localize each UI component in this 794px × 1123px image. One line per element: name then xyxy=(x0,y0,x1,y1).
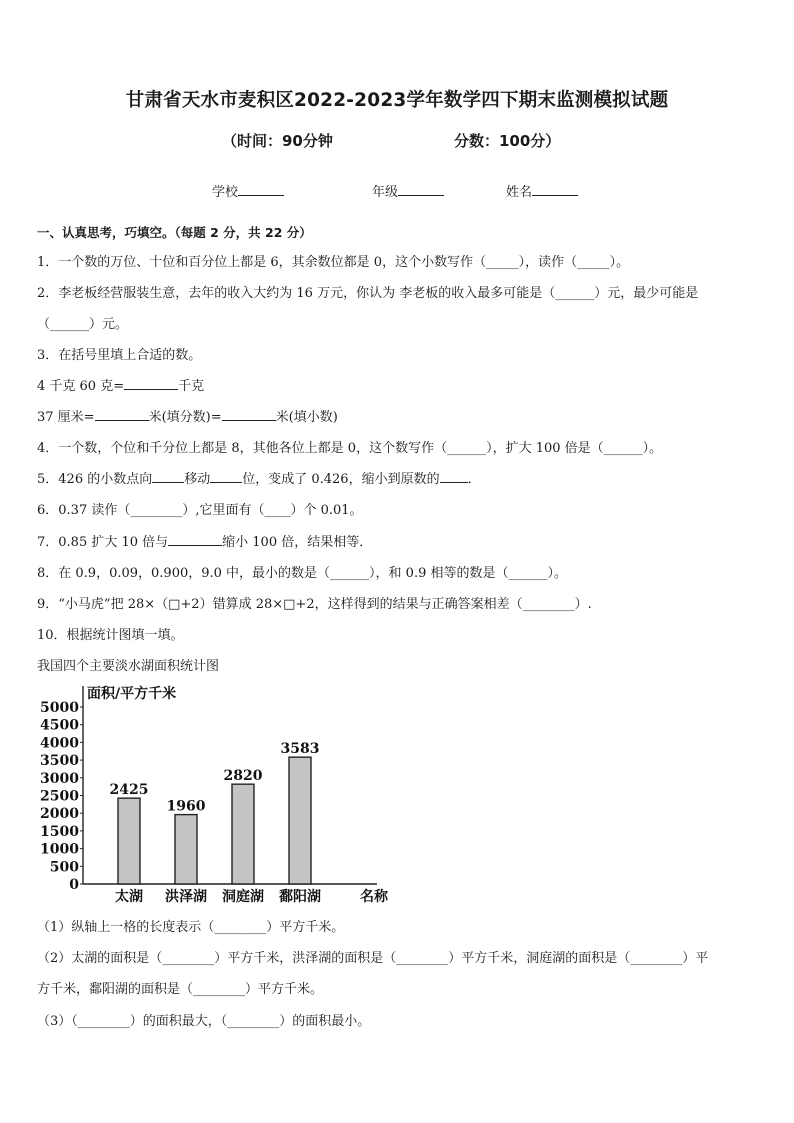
school-blank[interactable] xyxy=(238,183,284,196)
question-6: 6．0.37 读作（________）,它里面有（____）个 0.01。 xyxy=(37,503,363,518)
question-3a xyxy=(37,375,204,394)
x-tick-label: 太湖 xyxy=(115,889,143,905)
y-tick-label: 3000 xyxy=(40,770,79,787)
grade-blank[interactable] xyxy=(398,183,444,196)
x-tick-label: 鄱阳湖 xyxy=(279,889,321,905)
q5-text-a: 5．426 的小数点向 xyxy=(37,472,153,487)
question-7 xyxy=(37,531,372,550)
q3b-text: 37 厘米= xyxy=(37,410,95,425)
q7-blank[interactable] xyxy=(168,533,222,546)
y-tick-label: 5000 xyxy=(40,700,79,716)
x-tick-label: 洪泽湖 xyxy=(165,889,207,905)
y-tick-label: 2000 xyxy=(40,806,79,823)
q3a-blank[interactable] xyxy=(124,377,178,390)
name-label: 姓名 xyxy=(506,185,533,200)
q7-text-b: 缩小 100 倍，结果相等． xyxy=(222,535,373,550)
question-8: 8．在 0.9，0.09，0.900，9.0 中，最小的数是（______），和 0.9 相等的数是（______）。 xyxy=(37,566,567,581)
x-axis-label: 名称 xyxy=(360,889,388,905)
name-blank[interactable] xyxy=(532,183,578,196)
sub-question-3: （3）（________）的面积最大，（________）的面积最小。 xyxy=(37,1014,371,1029)
question-2-line2: （______）元。 xyxy=(37,317,129,332)
grade-label: 年级 xyxy=(372,185,399,200)
bar-value-label: 2820 xyxy=(223,768,263,785)
bar xyxy=(175,815,197,884)
q5-blank-3[interactable] xyxy=(440,470,468,483)
q5-text-c: 位，变成了 0.426，缩小到原数的 xyxy=(242,472,440,487)
y-tick-label: 2500 xyxy=(40,788,79,805)
q3b-blank-2[interactable] xyxy=(222,408,276,421)
time-label: （时间：90分钟 xyxy=(222,132,333,150)
grade-field xyxy=(372,181,444,200)
bar-value-label: 3583 xyxy=(280,741,320,758)
bar xyxy=(232,784,254,884)
y-tick-label: 1000 xyxy=(40,841,79,858)
bar-chart-svg xyxy=(37,682,397,910)
sub-question-1: （1）纵轴上一格的长度表示（________）平方千米。 xyxy=(37,920,345,935)
question-9: 9．“小马虎”把 28×（□+2）错算成 28×□+2，这样得到的结果与正确答案相差（________）. xyxy=(37,597,592,612)
question-4: 4．一个数，个位和千分位上都是 8，其他各位上都是 0，这个数写作（______），扩大 100 倍是（______）。 xyxy=(37,441,663,456)
q3a-text: 4 千克 60 克= xyxy=(37,379,125,394)
q7-text-a: 7．0.85 扩大 10 倍与 xyxy=(37,535,169,550)
y-tick-label: 4000 xyxy=(40,735,79,752)
q5-text-d: ． xyxy=(467,472,481,487)
question-2-line1: 2．李老板经营服装生意，去年的收入大约为 16 万元，你认为 李老板的收入最多可能是（______）元，最少可能是 xyxy=(37,286,699,301)
y-tick-label: 0 xyxy=(69,877,79,893)
question-10: 10．根据统计图填一填。 xyxy=(37,628,184,643)
x-tick-label: 洞庭湖 xyxy=(222,889,264,905)
y-tick-label: 500 xyxy=(49,859,79,876)
question-3: 3．在括号里填上合适的数。 xyxy=(37,348,202,363)
bar-value-label: 1960 xyxy=(166,798,206,815)
y-tick-label: 1500 xyxy=(40,823,79,840)
section-heading: 一、认真思考，巧填空。（每题 2 分，共 22 分） xyxy=(37,225,312,240)
q5-blank-2[interactable] xyxy=(210,470,242,483)
question-1: 1．一个数的万位、十位和百分位上都是 6，其余数位都是 0，这个小数写作（_____），读作（_____）。 xyxy=(37,255,630,270)
score-label: 分数：100分） xyxy=(454,132,561,150)
question-5 xyxy=(37,468,481,487)
sub-question-2-line1: （2）太湖的面积是（________）平方千米，洪泽湖的面积是（________）平方千米，洞庭湖的面积是（________）平 xyxy=(37,951,709,966)
school-label: 学校 xyxy=(212,185,239,200)
q3b-blank-1[interactable] xyxy=(95,408,149,421)
name-field xyxy=(506,181,578,200)
bar-value-label: 2425 xyxy=(109,782,149,799)
q3b-unit: 米(填小数) xyxy=(275,410,338,425)
page-title: 甘肃省天水市麦积区2022-2023学年数学四下期末监测模拟试题 xyxy=(125,90,669,111)
q3a-unit: 千克 xyxy=(178,379,205,394)
q3b-mid: 米(填分数)= xyxy=(148,410,222,425)
y-tick-label: 4500 xyxy=(40,717,79,734)
chart-caption: 我国四个主要淡水湖面积统计图 xyxy=(37,659,220,674)
school-field xyxy=(212,181,284,200)
y-axis-label: 面积/平方千米 xyxy=(87,686,177,702)
q5-blank-1[interactable] xyxy=(152,470,184,483)
bar xyxy=(289,757,311,884)
bar xyxy=(118,798,140,884)
y-tick-label: 3500 xyxy=(40,753,79,770)
sub-question-2-line2: 方千米，鄱阳湖的面积是（________）平方千米。 xyxy=(37,982,324,997)
bar-chart xyxy=(37,682,397,910)
question-3b xyxy=(37,406,338,425)
q5-text-b: 移动 xyxy=(184,472,211,487)
